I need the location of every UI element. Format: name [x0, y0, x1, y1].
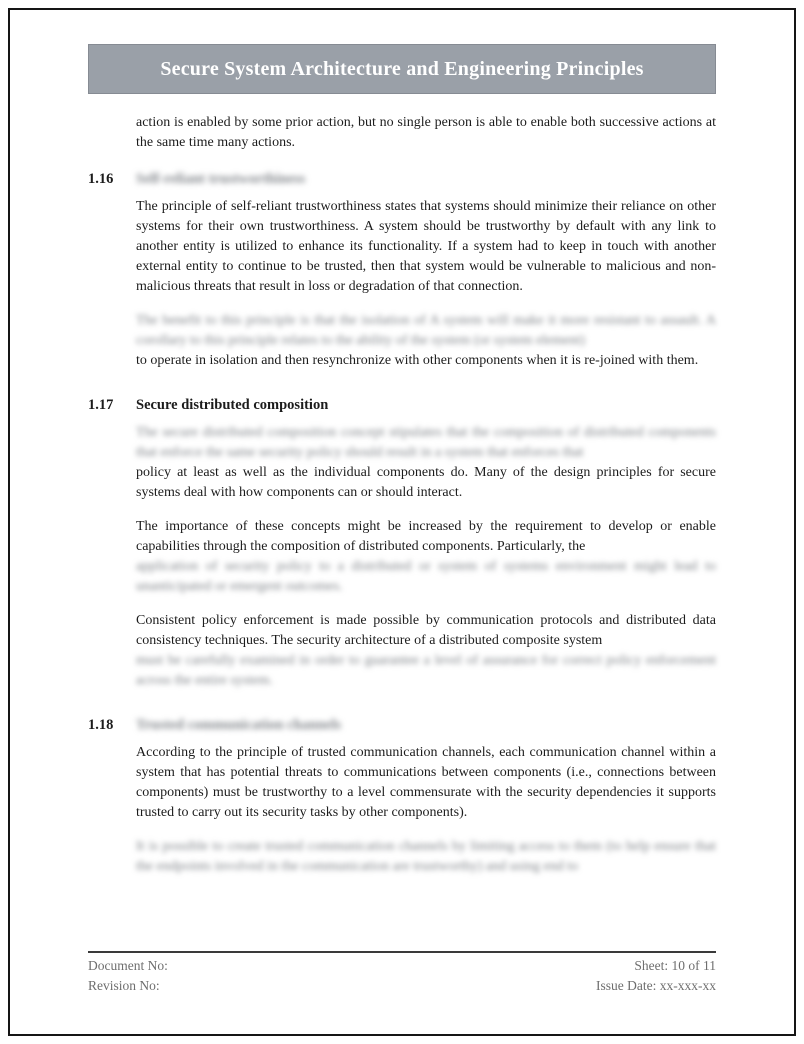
footer-left-column [88, 956, 168, 996]
text-segment: According to the principle of trusted communication channels, each communication channel within a system that has potential threats to communications between components (i.e., connections between components) must be trustworthy to a level commensurate with the security dependencies it supports trusted to carry out its security tasks by other components). [136, 745, 716, 820]
intro-paragraph: action is enabled by some prior action, but no single person is able to enable both successive actions at the same time many actions. [136, 115, 716, 150]
title-banner [88, 44, 716, 94]
text-segment: The principle of self-reliant trustworthiness states that systems should minimize their reliance on other systems for their own trustworthiness. A system should be trustworthy by default with any link to another entity is utilized to enhance its functionality. If a system had to keep in touch with another external entity to continue to be trusted, then that system would be vulnerable to malicious and non-malicious threats that result in loss or degradation of that connection. [136, 199, 716, 294]
document-body [88, 113, 716, 877]
section-heading-1-17 [88, 395, 716, 415]
text-segment: Consistent policy enforcement is made possible by communication protocols and distributed data consistency techniques. The security architecture of a distributed composite system [136, 613, 716, 648]
section-number: 1.18 [88, 717, 114, 733]
text-segment: policy at least as well as the individual components do. Many of the design principles for secure systems deal with how components can or should interact. [136, 465, 716, 500]
text-segment: The importance of these concepts might be increased by the requirement to develop or enable capabilities through the composition of distributed components. Particularly, the [136, 519, 716, 554]
paragraph [136, 423, 716, 503]
paragraph [136, 197, 716, 297]
document-title: Secure System Architecture and Engineering Principles [160, 57, 644, 80]
section-title: Secure distributed composition [136, 397, 329, 413]
sheet-label: Sheet: 10 of 11 [634, 958, 716, 973]
blurred-text-segment: must be carefully examined in order to guarantee a level of assurance for correct policy enforcement across the entire system. [136, 653, 716, 688]
paragraph [136, 837, 716, 877]
issue-date-label: Issue Date: xx-xxx-xx [596, 978, 716, 993]
section-heading-1-18 [88, 715, 716, 735]
revision-no-label: Revision No: [88, 978, 160, 993]
page-footer [88, 951, 716, 996]
blurred-text-segment: The secure distributed composition concept stipulates that the composition of distributed components that enforce the same security policy should result in a system that enforces that [136, 425, 716, 460]
blurred-text-segment: The benefit to this principle is that the isolation of A system will make it more resistant to assault. A corollary to this principle relates to the ability of the system (or system element) [136, 313, 716, 348]
blurred-text-segment: application of security policy to a distributed or system of systems environment might lead to unanticipated or emergent outcomes. [136, 559, 716, 594]
blurred-text-segment: It is possible to create trusted communication channels by limiting access to them (to help ensure that the endpoints involved in the communication are trustworthy) and using end to [136, 839, 716, 874]
section-heading-1-16 [88, 169, 716, 189]
footer-right-column [596, 956, 716, 996]
document-no-label: Document No: [88, 958, 168, 973]
paragraph [136, 311, 716, 371]
paragraph [136, 743, 716, 823]
section-title-blurred: Trusted communication channels [136, 717, 342, 733]
paragraph [136, 611, 716, 691]
section-number: 1.17 [88, 397, 114, 413]
paragraph [136, 517, 716, 597]
text-segment: to operate in isolation and then resynchronize with other components when it is re-joined with them. [136, 353, 699, 368]
section-number: 1.16 [88, 171, 114, 187]
section-title-blurred: Self-reliant trustworthiness [136, 171, 306, 187]
